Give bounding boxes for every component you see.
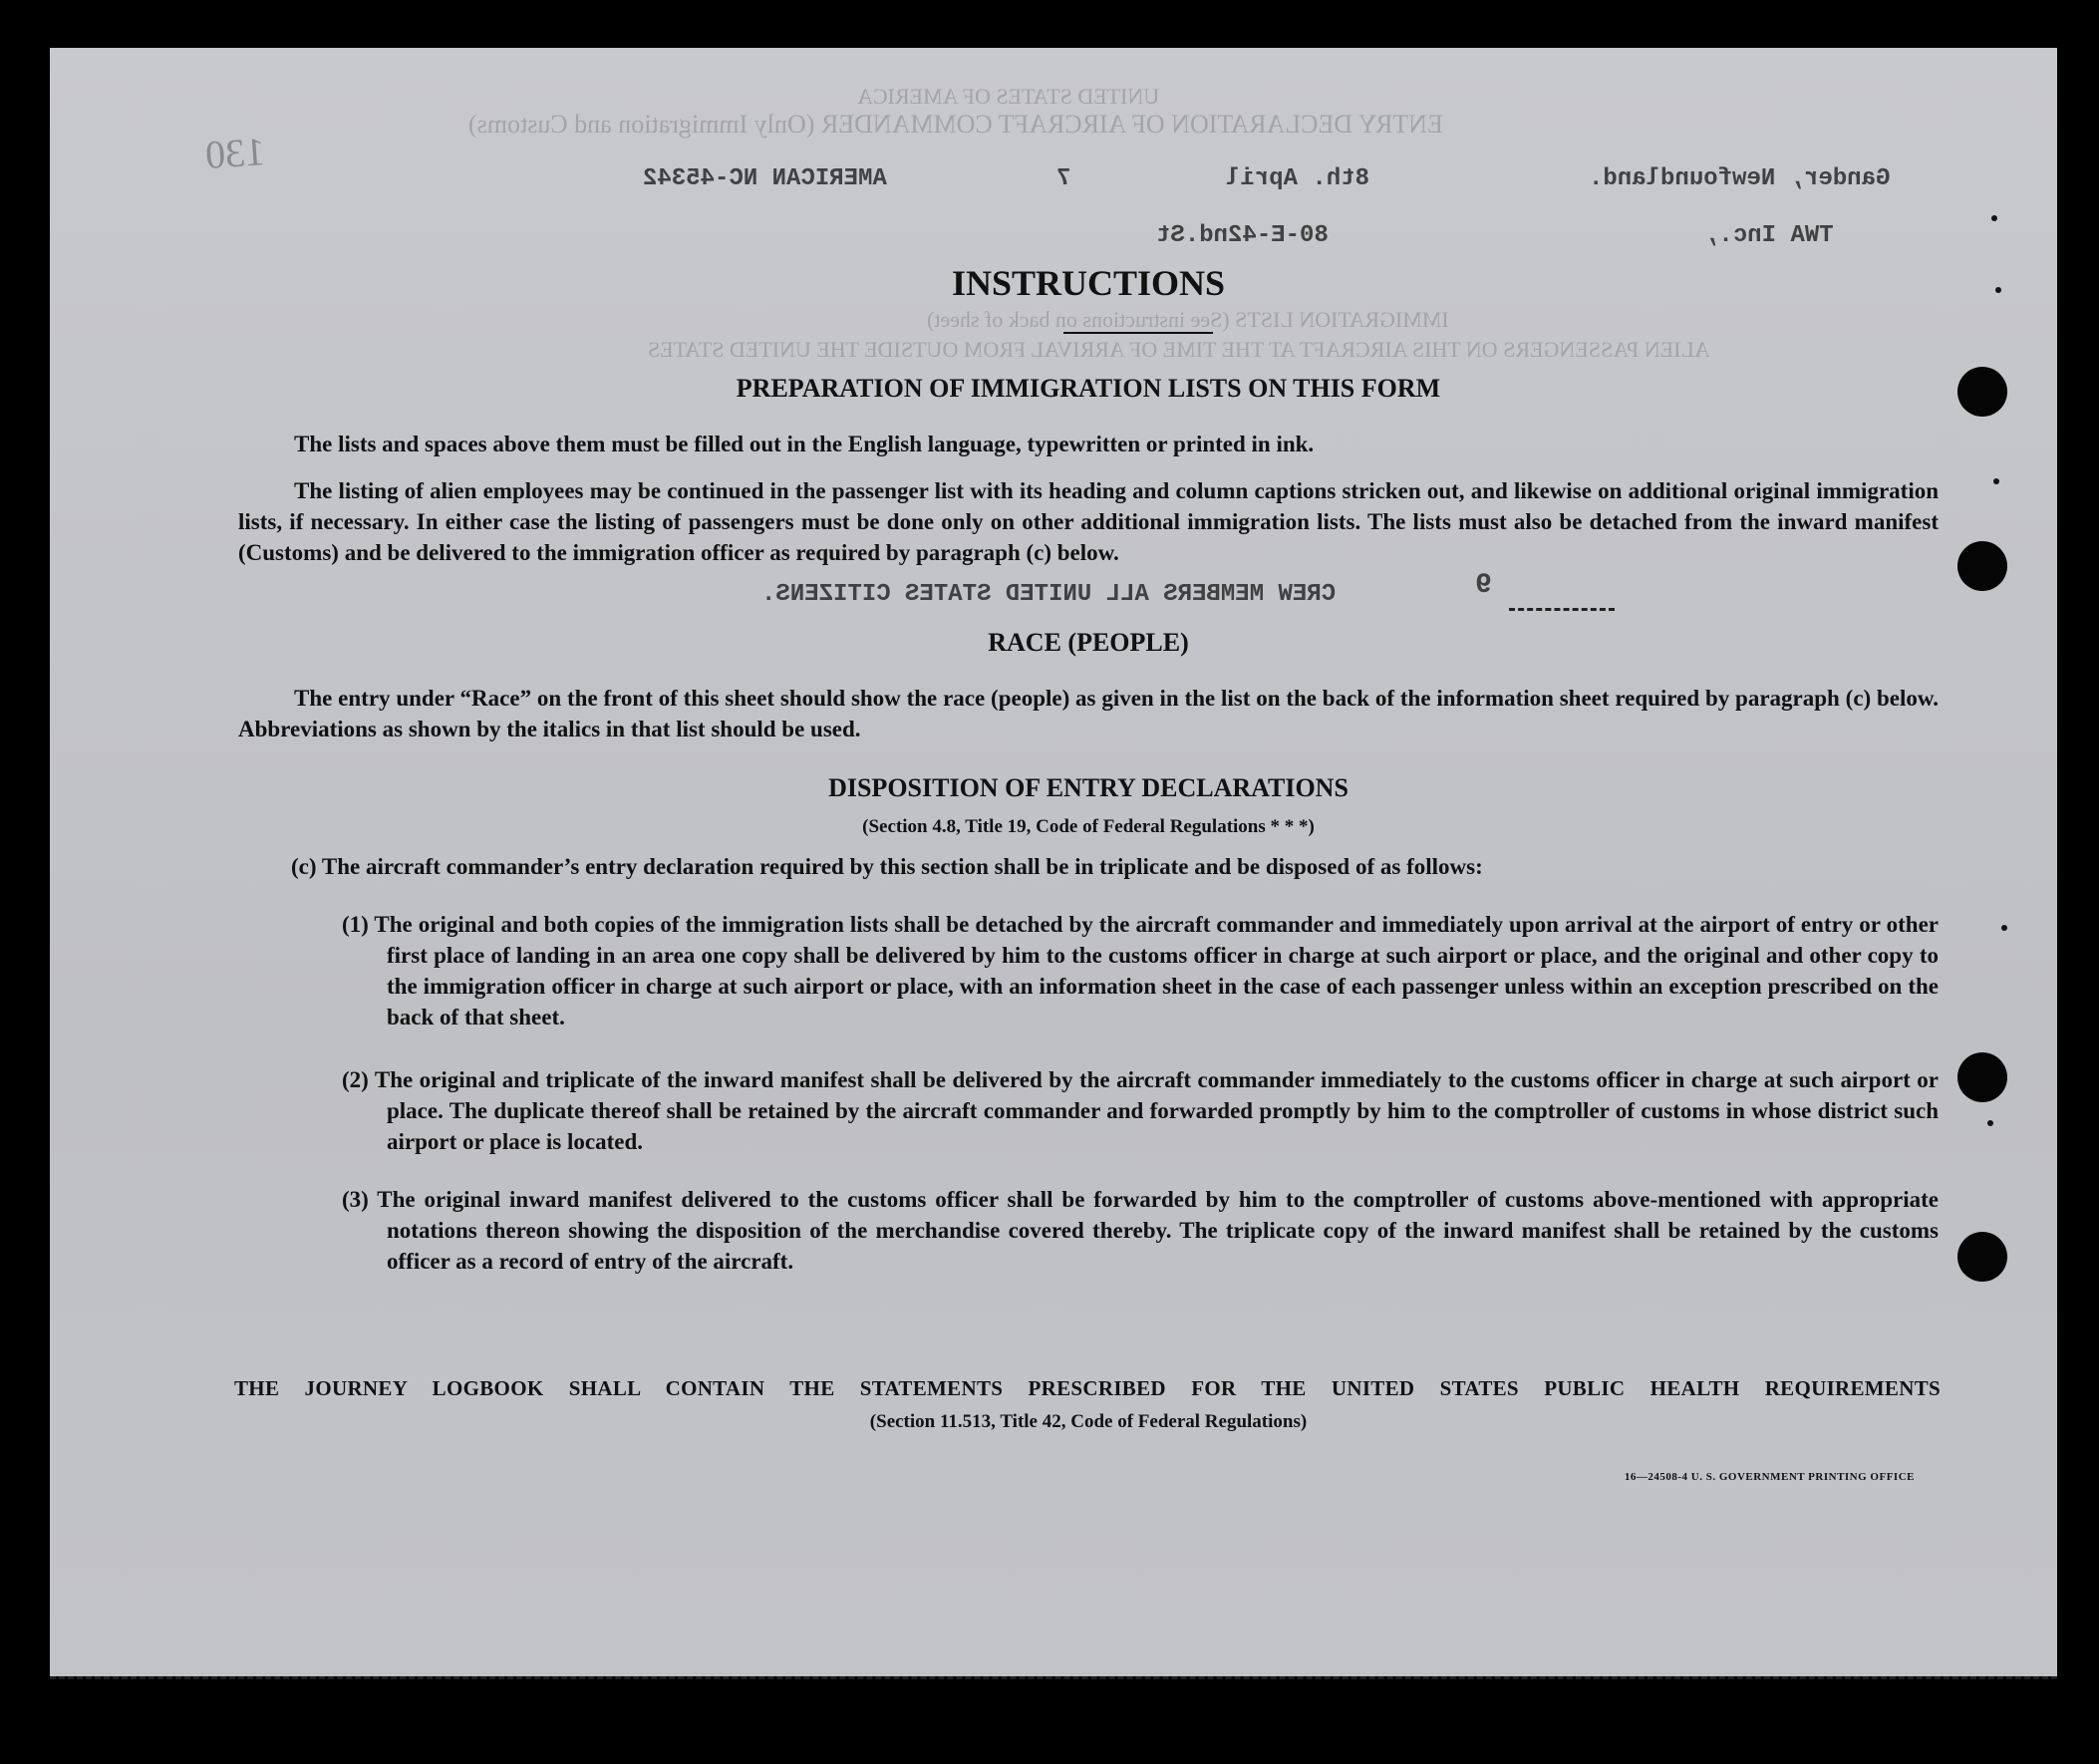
heading-preparation: PREPARATION OF IMMIGRATION LISTS ON THIS FORM <box>736 374 1441 403</box>
disposition-item-3: (3) The original inward manifest delivered to the customs officer shall be forwarded by him to the comptroller of customs above-mentioned with appropriate notations thereon showing the disposition of the merchandise covered thereby. The triplicate copy of the inward manifest shall be retained by the customs officer as a record of entry of the aircraft. <box>342 1187 1939 1274</box>
ghost-immig: IMMIGRATION LISTS (See instructions on back of sheet) <box>927 307 1449 332</box>
speck <box>2001 925 2007 931</box>
journey-citation: (Section 11.513, Title 42, Code of Federal Regulations) <box>869 1411 1308 1432</box>
margin-number: 130 <box>203 128 267 178</box>
typed-crew-count: 9 <box>1475 570 1492 601</box>
disposition-item-1: (1) The original and both copies of the immigration lists shall be detached by the aircraft commander and immediately upon arrival at the airport of entry or other first place of landing in an area one copy shall be delivered by him to the customs officer in charge at such airport or place, and the original and other copy to the immigration officer in charge at such airport or place, with an information sheet in the case of each passenger unless within an exception prescribed on the back of that sheet. <box>342 912 1939 1029</box>
race-paragraph: The entry under “Race” on the front of this sheet should show the race (people) as given in the list on the back of the information sheet required by paragraph (c) below. Abbreviations as shown by the italics in that list should be used. <box>238 686 1939 741</box>
punch-hole-2 <box>1957 541 2007 591</box>
punch-hole-3 <box>1957 1052 2007 1102</box>
typed-crew-note: CREW MEMBERS ALL UNITED STATES CITIZENS. <box>761 581 1337 608</box>
typed-aircraft: AMERICAN NC-45342 <box>643 165 887 192</box>
title-rule <box>1063 332 1213 334</box>
heading-disposition: DISPOSITION OF ENTRY DECLARATIONS <box>828 773 1349 802</box>
ghost-alien: ALIEN PASSENGERS ON THIS AIRCRAFT AT THE TIME OF ARRIVAL FROM OUTSIDE THE UNITED STATES <box>648 337 1710 362</box>
crew-count-underline <box>1509 608 1615 611</box>
perforation-line <box>50 1676 2057 1679</box>
speck <box>1991 215 1997 221</box>
typed-gander: Gander, Newfoundland. <box>1589 165 1891 192</box>
prep-paragraph-2: The listing of alien employees may be continued in the passenger list with its heading and column captions stricken out, and likewise on additional original immigration lists, if necessary. In either case the listing of passengers must be done only on other additional immigration lists. The lists must also be detached from the inward manifest (Customs) and be delivered to the immigration officer as required by paragraph (c) below. <box>238 478 1939 565</box>
disposition-citation: (Section 4.8, Title 19, Code of Federal Regulations * * *) <box>862 816 1315 837</box>
typed-date: 8th. April <box>1226 165 1370 192</box>
page-title: INSTRUCTIONS <box>951 263 1226 303</box>
prep-paragraph-1: The lists and spaces above them must be filled out in the English language, typewritten or printed in ink. <box>294 432 1315 456</box>
ghost-header-2: ENTRY DECLARATION OF AIRCRAFT COMMANDER (Only Immigration and Customs) <box>468 110 1443 139</box>
disposition-c: (c) The aircraft commander’s entry declaration required by this section shall be in triplicate and be disposed of as follows: <box>291 854 1483 879</box>
disposition-item-2: (2) The original and triplicate of the inward manifest shall be delivered by the aircraft commander immediately to the customs officer in charge at such airport or place. The duplicate thereof shall be retained by the aircraft commander and forwarded promptly by him to the comptroller of customs in whose district such airport or place is located. <box>342 1067 1939 1154</box>
printing-office-line: 16—24508-4 U. S. GOVERNMENT PRINTING OFFICE <box>1624 1471 1915 1483</box>
typed-address: 80-E-42nd.St <box>1156 222 1329 249</box>
punch-hole-4 <box>1957 1232 2007 1282</box>
journey-logbook-statement: THE JOURNEY LOGBOOK SHALL CONTAIN THE STATEMENTS PRESCRIBED FOR THE UNITED STATES PUBLIC HEALTH REQUIREMENTS <box>234 1376 1941 1400</box>
typed-seven: 7 <box>1056 165 1071 192</box>
document-sheet <box>50 48 2057 1676</box>
heading-race: RACE (PEOPLE) <box>988 628 1189 657</box>
speck <box>1993 478 1999 484</box>
speck <box>1987 1120 1993 1126</box>
ghost-header-1: UNITED STATES OF AMERICA <box>857 84 1160 109</box>
speck <box>1995 287 2001 293</box>
typed-airline: TWA Inc., <box>1704 222 1834 249</box>
punch-hole-1 <box>1957 367 2007 417</box>
